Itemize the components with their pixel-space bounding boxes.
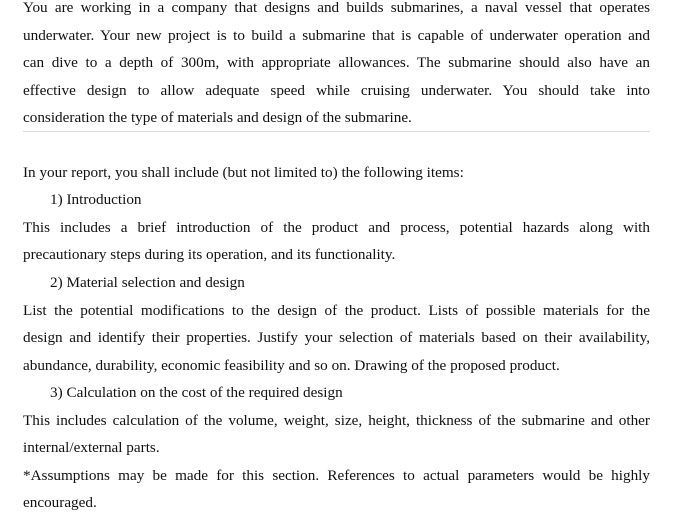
item-2-line-2: design and identify their properties. Justify your selection of materials based on their availability, [23,329,650,346]
intro-paragraph-line-2: underwater. Your new project is to build a submarine that is capable of underwater operation and [23,27,650,44]
item-1-line-1: This includes a brief introduction of the product and process, potential hazards along with [23,219,650,236]
item-3-line-1: This includes calculation of the volume, weight, size, height, thickness of the submarine and other [23,412,650,429]
item-2-line-3: abundance, durability, economic feasibility and so on. Drawing of the proposed product. [23,357,560,374]
intro-paragraph-line-5: consideration the type of materials and design of the submarine. [23,109,412,126]
rule-line [23,131,650,132]
assumption-line-1: *Assumptions may be made for this section. References to actual parameters would be highly [23,467,650,484]
item-2-heading: 2) Material selection and design [50,274,245,291]
item-2-line-1: List the potential modifications to the design of the product. Lists of possible materials for the [23,302,650,319]
item-1-heading: 1) Introduction [50,191,142,208]
report-intro-line: In your report, you shall include (but not limited to) the following items: [23,164,464,181]
intro-paragraph-line-4: effective design to allow adequate speed while cruising underwater. You should take into [23,82,650,99]
assumption-line-2: encouraged. [23,494,97,511]
intro-paragraph-line-1: You are working in a company that designs and builds submarines, a naval vessel that operates [23,0,650,16]
item-3-line-2: internal/external parts. [23,439,160,456]
intro-paragraph-line-3: can dive to a depth of 300m, with appropriate allowances. The submarine should also have an [23,54,650,71]
item-3-heading: 3) Calculation on the cost of the required design [50,384,343,401]
item-1-line-2: precautionary steps during its operation, and its functionality. [23,246,396,263]
